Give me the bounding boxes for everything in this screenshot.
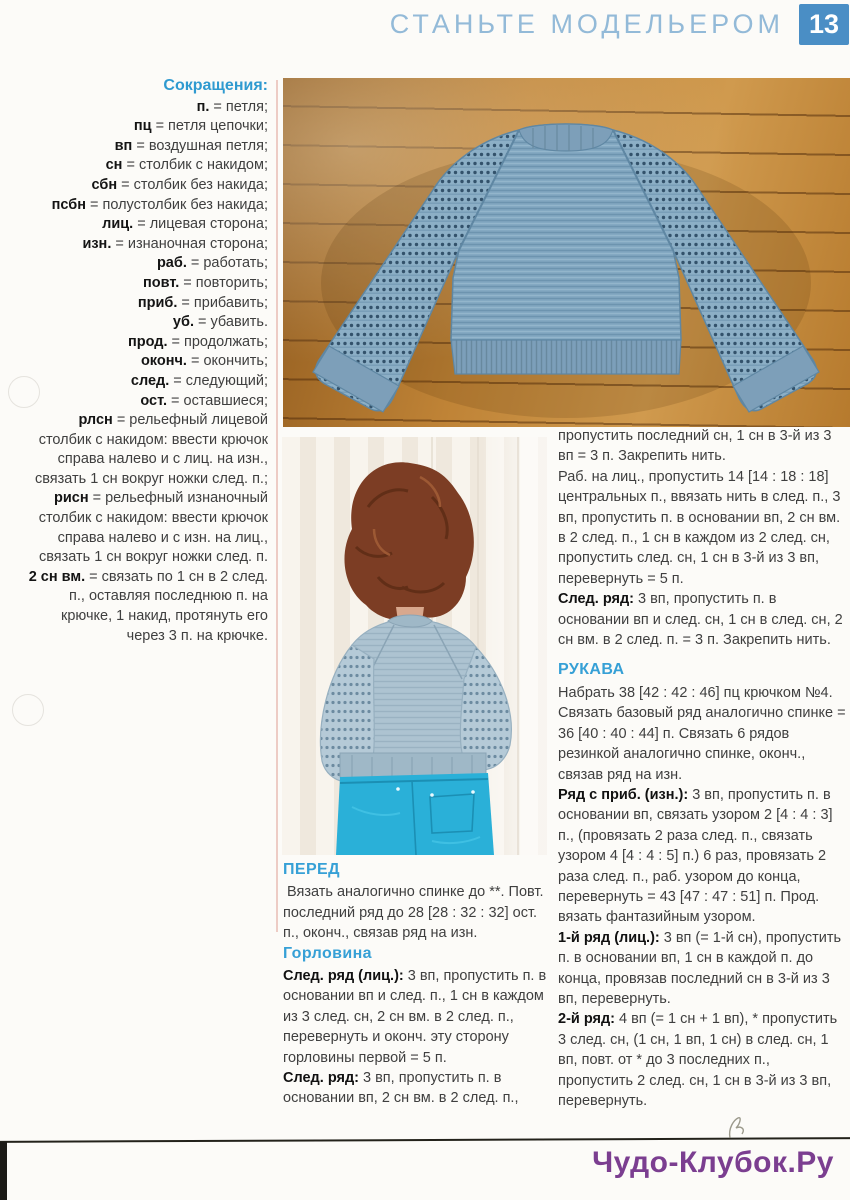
abbreviation-item — [28, 196, 268, 216]
abbreviation-definition: = повторить; — [183, 274, 268, 291]
abbreviations-title: Сокращения: — [163, 77, 268, 94]
sleeves-paragraphs — [558, 683, 848, 1112]
abbreviation-definition: = лицевая сторона; — [137, 216, 268, 233]
paragraph — [558, 589, 848, 650]
paragraph-lead: 2-й ряд: — [558, 1011, 615, 1028]
section-heading-front: ПЕРЕД — [283, 861, 340, 878]
abbreviation-item — [28, 352, 268, 372]
abbreviation-definition: = окончить; — [190, 353, 268, 370]
page-title: СТАНЬТЕ МОДЕЛЬЕРОМ — [389, 9, 784, 39]
pen-mark — [726, 1116, 748, 1142]
abbreviation-definition: = рельефный лицевой столбик с накидом: ввести крючок справа налево и с лиц. на изн., связать 1 сн вокруг ножки след. п.; — [34, 412, 268, 487]
abbreviation-definition: = оставшиеся; — [171, 392, 268, 409]
abbreviation-definition: = следующий; — [173, 372, 268, 389]
abbreviation-definition: = петля; — [213, 98, 268, 115]
paragraph — [558, 785, 848, 928]
abbreviation-definition: = изнаночная сторона; — [115, 235, 268, 252]
paragraph-text: 3 вп, пропустить п. в основании вп и след. п., 1 сн в каждом из 3 след. сн, 2 сн вм. в 2 след. п., перевернуть и оконч. эту сторону горловины первой = 5 п. — [283, 968, 547, 1066]
abbreviation-term: 2 сн вм. — [28, 568, 86, 585]
abbreviation-term: рлсн — [78, 412, 113, 429]
abbreviation-term: оконч. — [140, 353, 187, 370]
hole-punch-mark-top — [8, 376, 40, 408]
abbreviation-term: уб. — [172, 314, 194, 331]
abbreviation-item — [28, 294, 268, 314]
abbreviation-item — [28, 568, 268, 646]
abbreviation-item — [28, 333, 268, 353]
flat-sweater-photo — [283, 78, 850, 427]
abbreviation-item — [28, 215, 268, 235]
paragraph — [558, 426, 848, 467]
paragraph-text: Раб. на лиц., пропустить 14 [14 : 18 : 18] центральных п., ввязать нить в след. п., 3 вп, пропустить п. в основании вп, 2 сн вм. в 2 след. п., 1 сн в каждом из 2 след. сн, пропустить след. сн, 1 сн в 3-й из 3 вп, перевернуть = 5 п. — [558, 468, 841, 587]
paragraph-text: 3 вп, пропустить п. в основании вп, 2 сн вм. в 2 след. п., — [283, 1070, 519, 1107]
abbreviation-term: п. — [196, 98, 210, 115]
abbreviation-definition: = связать по 1 сн в 2 след. п., оставляя последнюю п. на крючке, 1 накид, протянуть его через 3 п. на крючке. — [60, 568, 268, 644]
abbreviation-term: сбн — [91, 176, 118, 193]
abbreviation-term: лиц. — [102, 216, 134, 233]
section-heading-sleeves: РУКАВА — [558, 661, 625, 679]
paragraph-lead: След. ряд: — [558, 591, 634, 608]
abbreviation-definition: = прибавить; — [181, 294, 268, 311]
paragraph-lead: След. ряд (лиц.): — [283, 968, 404, 985]
page-bottom-rule — [0, 1137, 850, 1143]
abbreviation-term: вп — [114, 137, 133, 154]
abbreviation-definition: = продолжать; — [171, 333, 268, 350]
abbreviation-item — [28, 117, 268, 137]
abbreviation-item — [28, 156, 268, 176]
paragraph-text: Вязать аналогично спинке до **. Повт. последний ряд до 28 [28 : 32 : 32] ост. п., оконч., связав ряд на изн. — [283, 884, 544, 942]
abbreviation-item — [28, 392, 268, 412]
abbreviation-item — [28, 137, 268, 157]
paragraph — [558, 467, 848, 589]
abbreviation-definition: = столбик без накида; — [121, 176, 268, 193]
abbreviation-term: псбн — [51, 196, 86, 213]
front-section — [283, 860, 547, 1109]
abbreviation-item — [28, 411, 268, 489]
paragraph-text: 3 вп, пропустить п. в основании вп и след. сн, 1 сн в след. сн, 2 сн вм. в 2 след. п. = 3 п. Закрепить нить. — [558, 591, 843, 649]
abbreviation-term: след. — [130, 372, 170, 389]
column-divider-line — [276, 80, 278, 932]
paragraph-lead: Ряд с приб. (изн.): — [558, 786, 689, 803]
abbreviation-definition: = петля цепочки; — [155, 118, 268, 135]
paragraph-text: 3 вп, пропустить п. в основании вп, связать узором 2 [4 : 4 : 3] п., (провязать 2 раза след. п., связать узором 4 [4 : 4 : 5] п.) 6 раз, провязать 2 раза след. п., раб. узором до конца, перевернуть = 43 [47 : 47 : 51] п. Прод. вязать фантазийным узором. — [558, 786, 833, 926]
abbreviation-term: ост. — [140, 392, 167, 409]
abbreviation-term: изн. — [82, 235, 112, 252]
abbreviation-term: повт. — [143, 274, 180, 291]
front-paragraphs — [283, 966, 547, 1109]
abbreviation-definition: = убавить. — [198, 314, 268, 331]
paragraph-text: пропустить последний сн, 1 сн в 3-й из 3 вп = 3 п. Закрепить нить. — [558, 428, 832, 465]
paragraph — [558, 683, 848, 785]
abbreviation-item — [28, 254, 268, 274]
flat-sweater-illustration — [283, 78, 850, 427]
paragraph-text: Набрать 38 [42 : 42 : 46] пц крючком №4. Связать базовый ряд аналогично спинке = 36 [40 : 40 : 44] п. Связать 6 рядов резинкой аналогично спинке, оконч., связав ряд на изн. — [558, 684, 846, 783]
abbreviation-item — [28, 235, 268, 255]
paragraph-lead: 1-й ряд (лиц.): — [558, 929, 660, 946]
model-photo — [282, 437, 547, 855]
abbreviation-term: раб. — [156, 255, 187, 272]
watermark: Чудо-Клубок.Ру — [592, 1146, 834, 1179]
abbreviation-definition: = воздушная петля; — [136, 137, 268, 154]
abbreviation-definition: = работать; — [190, 255, 268, 272]
page-number-badge: 13 — [799, 4, 849, 45]
abbreviation-term: пц — [133, 118, 152, 135]
abbreviation-item — [28, 489, 268, 567]
model-illustration — [282, 437, 547, 855]
paragraph-lead: След. ряд: — [283, 1070, 359, 1087]
abbreviation-definition: = рельефный изнаночный столбик с накидом: ввести крючок справа налево и с изн. на лиц., связать 1 сн вокруг ножки след. п. — [38, 490, 268, 566]
right-text-column — [558, 426, 848, 1111]
abbreviations-panel — [28, 76, 268, 646]
abbreviation-item — [28, 176, 268, 196]
front-intro-paragraph — [283, 882, 547, 943]
abbreviation-term: сн — [105, 157, 123, 174]
abbreviation-item — [28, 98, 268, 118]
subheading-neckline: Горловина — [283, 944, 372, 962]
hole-punch-mark-bottom — [12, 694, 44, 726]
paragraph — [558, 928, 848, 1010]
abbreviation-item — [28, 274, 268, 294]
abbreviation-term: прод. — [127, 333, 168, 350]
paragraph-text: 3 вп (= 1-й сн), пропустить п. в основании вп, 1 сн в каждой п. до конца, провязав последний сн в 3-й из 3 вп, перевернуть. — [558, 929, 842, 1007]
paragraph — [283, 966, 547, 1068]
scan-corner-notch — [0, 1142, 7, 1200]
paragraph — [283, 1068, 547, 1109]
continuation-paragraphs — [558, 426, 848, 650]
abbreviation-definition: = столбик с накидом; — [126, 157, 268, 174]
abbreviation-item — [28, 372, 268, 392]
abbreviation-term: рисн — [54, 490, 89, 507]
abbreviation-definition: = полустолбик без накида; — [90, 196, 268, 213]
abbreviation-term: приб. — [137, 294, 178, 311]
paragraph — [558, 1009, 848, 1111]
abbreviation-item — [28, 313, 268, 333]
paragraph-text: 4 вп (= 1 сн + 1 вп), * пропустить 3 след. сн, (1 сн, 1 вп, 1 сн) в след. сн, 1 вп, повт. от * до 3 последних п., пропустить 2 след. сн, 1 сн в 3-й из 3 вп, перевернуть. — [558, 1011, 838, 1109]
